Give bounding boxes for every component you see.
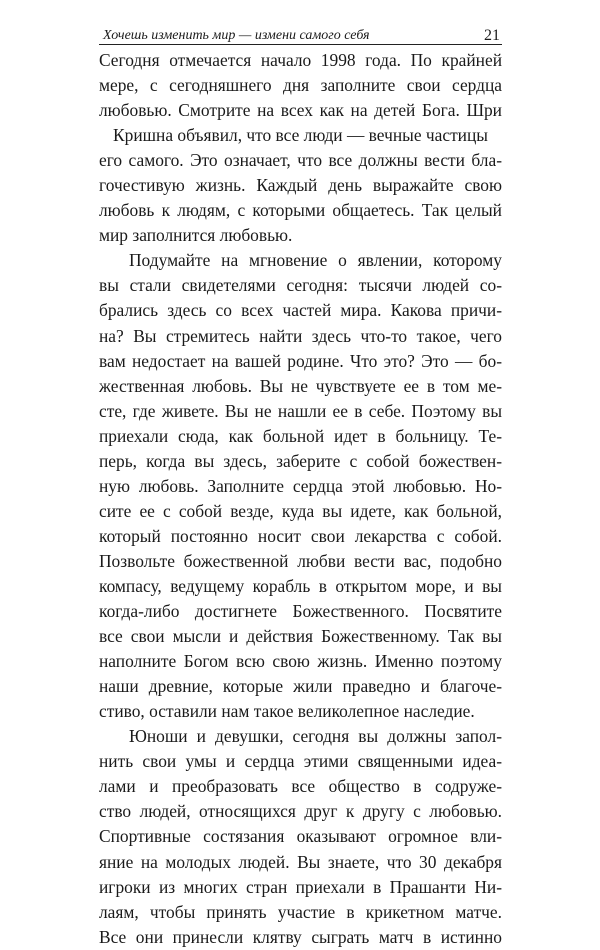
text-line: перь, когда вы здесь, заберите с собой божествен- bbox=[99, 450, 502, 471]
page-number: 21 bbox=[484, 27, 500, 44]
text-line: Все они принесли клятву сыграть матч в истинно bbox=[99, 926, 502, 947]
text-line: ство людей, относящихся друг к другу с любовью. bbox=[99, 801, 502, 822]
text-line: брались здесь со всех частей мира. Какова причи- bbox=[99, 300, 502, 321]
text-line: лами и преобразовать все общество в содруже- bbox=[99, 776, 502, 797]
text-line: сите ее с собой везде, куда вы идете, как больной, bbox=[99, 500, 502, 521]
text-line: наши древние, которые жили праведно и благоче- bbox=[99, 676, 502, 697]
text-line: любовью. Смотрите на всех как на детей Бога. Шри bbox=[99, 100, 502, 121]
running-header bbox=[99, 22, 502, 45]
text-line: Спортивные состязания оказывают огромное вли- bbox=[99, 826, 502, 847]
text-line: нить свои умы и сердца этими священными идеа- bbox=[99, 751, 502, 772]
text-line: на? Вы стремитесь найти здесь что-то такое, чего bbox=[99, 325, 502, 346]
text-line: мир заполнится любовью. bbox=[99, 225, 293, 246]
text-line: мере, с сегодняшнего дня заполните свои сердца bbox=[99, 75, 502, 96]
text-line: игроки из многих стран приехали в Прашанти Ни- bbox=[99, 876, 502, 897]
text-line: яние на молодых людей. Вы знаете, что 30 декабря bbox=[99, 851, 502, 872]
text-line: ную любовь. Заполните сердца этой любовью. Но- bbox=[99, 475, 502, 496]
text-line: жественная любовь. Вы не чувствуете ее в том ме- bbox=[99, 375, 502, 396]
text-line: который постоянно носит свои лекарства с собой. bbox=[99, 525, 502, 546]
text-line: Юноши и девушки, сегодня вы должны запол- bbox=[129, 726, 502, 747]
text-line: его самого. Это означает, что все должны вести бла- bbox=[99, 150, 502, 171]
text-line: когда-либо достигнете Божественного. Посвятите bbox=[99, 601, 502, 622]
text-line: Сегодня отмечается начало 1998 года. По крайней bbox=[99, 50, 502, 70]
body-text bbox=[99, 48, 502, 950]
text-line: компасу, ведущему корабль в открытом море, и вы bbox=[99, 575, 502, 596]
text-line: Подумайте на мгновение о явлении, которому bbox=[129, 250, 502, 271]
text-line: любовь к людям, с которыми общаетесь. Так целый bbox=[99, 200, 502, 221]
text-line: Позвольте божественной любви вести вас, подобно bbox=[99, 550, 502, 571]
text-line: гочестивую жизнь. Каждый день выражайте свою bbox=[99, 175, 502, 196]
text-line: сте, где живете. Вы не нашли ее в себе. Поэтому вы bbox=[99, 400, 502, 421]
text-line: все свои мысли и действия Божественному. Так вы bbox=[99, 626, 502, 647]
text-line: стиво, оставили нам такое великолепное наследие. bbox=[99, 701, 475, 722]
text-line: вам недостает на вашей родине. Что это? Это — бо- bbox=[99, 350, 502, 371]
running-title: Хочешь изменить мир — измени самого себя bbox=[103, 28, 370, 43]
text-line: приехали сюда, как больной идет в больницу. Те- bbox=[99, 425, 502, 446]
text-line: вы стали свидетелями сегодня: тысячи людей со- bbox=[99, 275, 502, 296]
book-page bbox=[99, 22, 502, 950]
text-line: Кришна объявил, что все люди — вечные частицы bbox=[113, 125, 488, 146]
text-line: лаям, чтобы принять участие в крикетном матче. bbox=[99, 901, 502, 922]
text-line: наполните Богом всю свою жизнь. Именно поэтому bbox=[99, 651, 502, 672]
